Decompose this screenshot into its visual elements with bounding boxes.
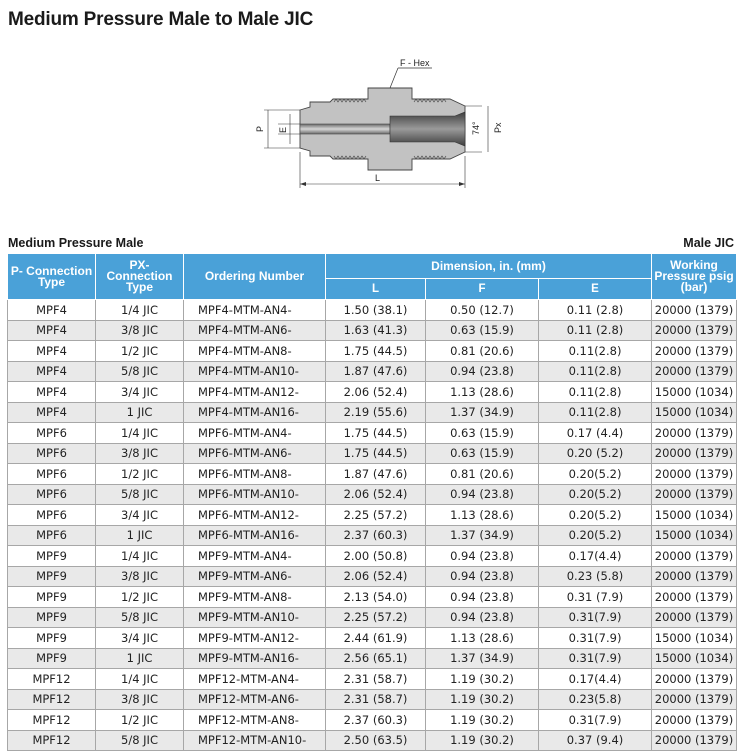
cell-dim-e: 0.31(7.9) <box>539 710 652 731</box>
cell-dim-l: 1.50 (38.1) <box>326 300 426 321</box>
cell-working-pressure: 20000 (1379) <box>652 587 737 608</box>
angle-label: 74° <box>471 121 481 135</box>
l-label: L <box>375 173 381 183</box>
cell-dim-e: 0.31(7.9) <box>539 628 652 649</box>
cell-px-connection: 1/2 JIC <box>96 710 184 731</box>
cell-dim-f: 0.94 (23.8) <box>426 566 539 587</box>
cell-px-connection: 5/8 JIC <box>96 730 184 751</box>
table-row <box>8 546 737 567</box>
cell-dim-f: 0.63 (15.9) <box>426 423 539 444</box>
spec-table-body <box>8 300 737 751</box>
cell-ordering-number: MPF9-MTM-AN4- <box>184 546 326 567</box>
cell-dim-l: 2.56 (65.1) <box>326 648 426 669</box>
table-row <box>8 648 737 669</box>
cell-dim-l: 1.87 (47.6) <box>326 361 426 382</box>
cell-dim-l: 2.19 (55.6) <box>326 402 426 423</box>
cell-p-connection: MPF4 <box>8 300 96 321</box>
cell-p-connection: MPF6 <box>8 484 96 505</box>
cell-working-pressure: 15000 (1034) <box>652 402 737 423</box>
cell-dim-f: 0.81 (20.6) <box>426 341 539 362</box>
cell-ordering-number: MPF6-MTM-AN16- <box>184 525 326 546</box>
e-label: E <box>278 126 288 133</box>
cell-px-connection: 5/8 JIC <box>96 607 184 628</box>
cell-ordering-number: MPF9-MTM-AN12- <box>184 628 326 649</box>
cell-dim-l: 1.63 (41.3) <box>326 320 426 341</box>
cell-working-pressure: 15000 (1034) <box>652 628 737 649</box>
cell-dim-f: 0.50 (12.7) <box>426 300 539 321</box>
cell-dim-f: 1.13 (28.6) <box>426 505 539 526</box>
cell-dim-l: 2.50 (63.5) <box>326 730 426 751</box>
cell-dim-e: 0.31(7.9) <box>539 607 652 628</box>
cell-dim-l: 2.37 (60.3) <box>326 710 426 731</box>
cell-p-connection: MPF6 <box>8 423 96 444</box>
table-row <box>8 587 737 608</box>
cell-working-pressure: 20000 (1379) <box>652 710 737 731</box>
hex-label: F - Hex <box>400 58 430 68</box>
cell-ordering-number: MPF9-MTM-AN6- <box>184 566 326 587</box>
cell-dim-f: 0.94 (23.8) <box>426 587 539 608</box>
cell-dim-l: 1.87 (47.6) <box>326 464 426 485</box>
cell-ordering-number: MPF9-MTM-AN10- <box>184 607 326 628</box>
cell-p-connection: MPF4 <box>8 320 96 341</box>
cell-dim-l: 2.13 (54.0) <box>326 587 426 608</box>
cell-working-pressure: 20000 (1379) <box>652 320 737 341</box>
cell-working-pressure: 15000 (1034) <box>652 648 737 669</box>
table-row <box>8 525 737 546</box>
cell-px-connection: 3/4 JIC <box>96 505 184 526</box>
cell-dim-e: 0.11 (2.8) <box>539 320 652 341</box>
cell-dim-l: 2.00 (50.8) <box>326 546 426 567</box>
small-bore <box>300 124 390 134</box>
cell-ordering-number: MPF9-MTM-AN8- <box>184 587 326 608</box>
table-row <box>8 443 737 464</box>
cell-px-connection: 3/4 JIC <box>96 628 184 649</box>
cell-dim-f: 1.37 (34.9) <box>426 648 539 669</box>
cell-working-pressure: 15000 (1034) <box>652 505 737 526</box>
cell-dim-l: 2.37 (60.3) <box>326 525 426 546</box>
cell-working-pressure: 20000 (1379) <box>652 341 737 362</box>
cell-dim-l: 2.06 (52.4) <box>326 382 426 403</box>
table-row <box>8 341 737 362</box>
header-dimension: Dimension, in. (mm) <box>326 254 652 279</box>
px-label: Px <box>493 122 503 133</box>
cell-dim-f: 0.94 (23.8) <box>426 484 539 505</box>
cell-dim-e: 0.17(4.4) <box>539 546 652 567</box>
cell-p-connection: MPF6 <box>8 525 96 546</box>
cell-dim-l: 2.25 (57.2) <box>326 505 426 526</box>
cell-dim-e: 0.17(4.4) <box>539 669 652 690</box>
cell-dim-f: 1.37 (34.9) <box>426 525 539 546</box>
cell-dim-e: 0.23(5.8) <box>539 689 652 710</box>
cell-px-connection: 1/2 JIC <box>96 587 184 608</box>
cell-p-connection: MPF9 <box>8 628 96 649</box>
cell-dim-f: 1.13 (28.6) <box>426 382 539 403</box>
cell-p-connection: MPF12 <box>8 710 96 731</box>
section-title-right: Male JIC <box>683 236 734 250</box>
cell-ordering-number: MPF12-MTM-AN6- <box>184 689 326 710</box>
cell-p-connection: MPF4 <box>8 402 96 423</box>
cell-working-pressure: 20000 (1379) <box>652 566 737 587</box>
cell-dim-e: 0.20(5.2) <box>539 484 652 505</box>
cell-ordering-number: MPF4-MTM-AN16- <box>184 402 326 423</box>
cell-p-connection: MPF6 <box>8 443 96 464</box>
cell-dim-l: 2.06 (52.4) <box>326 566 426 587</box>
p-label: P <box>255 125 265 132</box>
cell-dim-e: 0.20(5.2) <box>539 464 652 485</box>
cell-dim-f: 1.13 (28.6) <box>426 628 539 649</box>
cell-p-connection: MPF12 <box>8 669 96 690</box>
cell-ordering-number: MPF4-MTM-AN10- <box>184 361 326 382</box>
cell-p-connection: MPF9 <box>8 607 96 628</box>
cell-ordering-number: MPF6-MTM-AN10- <box>184 484 326 505</box>
cell-p-connection: MPF4 <box>8 341 96 362</box>
cell-ordering-number: MPF6-MTM-AN4- <box>184 423 326 444</box>
cell-dim-e: 0.31(7.9) <box>539 648 652 669</box>
header-ordering-number: Ordering Number <box>184 254 326 300</box>
cell-px-connection: 1/4 JIC <box>96 423 184 444</box>
table-row <box>8 402 737 423</box>
cell-dim-l: 1.75 (44.5) <box>326 423 426 444</box>
table-row <box>8 361 737 382</box>
spec-table <box>7 253 737 751</box>
cell-dim-f: 0.94 (23.8) <box>426 546 539 567</box>
header-px-connection: PX- Connection Type <box>96 254 184 300</box>
cell-dim-e: 0.11(2.8) <box>539 341 652 362</box>
cell-dim-f: 1.37 (34.9) <box>426 402 539 423</box>
cell-ordering-number: MPF6-MTM-AN6- <box>184 443 326 464</box>
cell-working-pressure: 20000 (1379) <box>652 423 737 444</box>
cell-px-connection: 3/8 JIC <box>96 320 184 341</box>
cell-ordering-number: MPF4-MTM-AN8- <box>184 341 326 362</box>
cell-dim-l: 2.44 (61.9) <box>326 628 426 649</box>
cell-dim-e: 0.31 (7.9) <box>539 587 652 608</box>
cell-px-connection: 3/8 JIC <box>96 443 184 464</box>
table-row <box>8 710 737 731</box>
cell-dim-f: 0.94 (23.8) <box>426 361 539 382</box>
cell-ordering-number: MPF6-MTM-AN12- <box>184 505 326 526</box>
cell-p-connection: MPF4 <box>8 382 96 403</box>
cell-ordering-number: MPF6-MTM-AN8- <box>184 464 326 485</box>
cell-dim-e: 0.11(2.8) <box>539 382 652 403</box>
cell-ordering-number: MPF4-MTM-AN4- <box>184 300 326 321</box>
cell-px-connection: 1 JIC <box>96 525 184 546</box>
cell-dim-l: 1.75 (44.5) <box>326 443 426 464</box>
cell-px-connection: 3/8 JIC <box>96 566 184 587</box>
cell-dim-e: 0.17 (4.4) <box>539 423 652 444</box>
header-e: E <box>539 279 652 300</box>
header-l: L <box>326 279 426 300</box>
cell-dim-e: 0.23 (5.8) <box>539 566 652 587</box>
cell-p-connection: MPF12 <box>8 730 96 751</box>
cell-ordering-number: MPF4-MTM-AN12- <box>184 382 326 403</box>
cell-px-connection: 5/8 JIC <box>96 484 184 505</box>
cell-dim-f: 0.94 (23.8) <box>426 607 539 628</box>
table-row <box>8 320 737 341</box>
cell-working-pressure: 20000 (1379) <box>652 669 737 690</box>
cell-working-pressure: 15000 (1034) <box>652 525 737 546</box>
cell-dim-e: 0.37 (9.4) <box>539 730 652 751</box>
cell-px-connection: 1/4 JIC <box>96 300 184 321</box>
cell-dim-e: 0.20(5.2) <box>539 505 652 526</box>
cell-px-connection: 1/2 JIC <box>96 464 184 485</box>
cell-p-connection: MPF9 <box>8 587 96 608</box>
cell-working-pressure: 20000 (1379) <box>652 361 737 382</box>
cell-working-pressure: 20000 (1379) <box>652 300 737 321</box>
cell-px-connection: 1 JIC <box>96 402 184 423</box>
table-row <box>8 566 737 587</box>
cell-dim-f: 1.19 (30.2) <box>426 730 539 751</box>
table-row <box>8 730 737 751</box>
cell-working-pressure: 20000 (1379) <box>652 443 737 464</box>
cell-dim-e: 0.11(2.8) <box>539 361 652 382</box>
table-row <box>8 484 737 505</box>
cell-px-connection: 5/8 JIC <box>96 361 184 382</box>
cell-dim-e: 0.20 (5.2) <box>539 443 652 464</box>
cell-working-pressure: 20000 (1379) <box>652 484 737 505</box>
large-bore <box>390 112 465 146</box>
cell-working-pressure: 20000 (1379) <box>652 607 737 628</box>
section-title-left: Medium Pressure Male <box>8 236 144 250</box>
cell-px-connection: 1 JIC <box>96 648 184 669</box>
table-row <box>8 689 737 710</box>
cell-p-connection: MPF4 <box>8 361 96 382</box>
header-f: F <box>426 279 539 300</box>
cell-ordering-number: MPF9-MTM-AN16- <box>184 648 326 669</box>
cell-px-connection: 3/8 JIC <box>96 689 184 710</box>
cell-dim-l: 2.31 (58.7) <box>326 689 426 710</box>
cell-dim-f: 0.63 (15.9) <box>426 320 539 341</box>
cell-working-pressure: 20000 (1379) <box>652 464 737 485</box>
cell-dim-f: 0.63 (15.9) <box>426 443 539 464</box>
table-row <box>8 300 737 321</box>
page-title: Medium Pressure Male to Male JIC <box>8 9 314 30</box>
cell-px-connection: 1/4 JIC <box>96 669 184 690</box>
cell-ordering-number: MPF12-MTM-AN8- <box>184 710 326 731</box>
cell-dim-l: 2.31 (58.7) <box>326 669 426 690</box>
cell-ordering-number: MPF4-MTM-AN6- <box>184 320 326 341</box>
table-row <box>8 505 737 526</box>
fitting-diagram <box>250 52 520 192</box>
cell-px-connection: 1/4 JIC <box>96 546 184 567</box>
cell-dim-l: 2.25 (57.2) <box>326 607 426 628</box>
table-row <box>8 628 737 649</box>
cell-px-connection: 1/2 JIC <box>96 341 184 362</box>
table-row <box>8 607 737 628</box>
header-p-connection: P- Connection Type <box>8 254 96 300</box>
cell-dim-e: 0.11 (2.8) <box>539 300 652 321</box>
cell-dim-f: 0.81 (20.6) <box>426 464 539 485</box>
cell-dim-e: 0.11(2.8) <box>539 402 652 423</box>
header-working-pressure: Working Pressure psig (bar) <box>652 254 737 300</box>
cell-dim-e: 0.20(5.2) <box>539 525 652 546</box>
cell-p-connection: MPF6 <box>8 464 96 485</box>
cell-p-connection: MPF9 <box>8 566 96 587</box>
cell-p-connection: MPF12 <box>8 689 96 710</box>
cell-dim-f: 1.19 (30.2) <box>426 710 539 731</box>
table-row <box>8 382 737 403</box>
table-row <box>8 464 737 485</box>
cell-dim-f: 1.19 (30.2) <box>426 669 539 690</box>
cell-ordering-number: MPF12-MTM-AN10- <box>184 730 326 751</box>
cell-ordering-number: MPF12-MTM-AN4- <box>184 669 326 690</box>
cell-p-connection: MPF9 <box>8 648 96 669</box>
cell-dim-l: 2.06 (52.4) <box>326 484 426 505</box>
cell-p-connection: MPF6 <box>8 505 96 526</box>
cell-p-connection: MPF9 <box>8 546 96 567</box>
cell-dim-f: 1.19 (30.2) <box>426 689 539 710</box>
cell-working-pressure: 20000 (1379) <box>652 730 737 751</box>
cell-working-pressure: 20000 (1379) <box>652 546 737 567</box>
cell-working-pressure: 20000 (1379) <box>652 689 737 710</box>
table-row <box>8 669 737 690</box>
cell-dim-l: 1.75 (44.5) <box>326 341 426 362</box>
cell-px-connection: 3/4 JIC <box>96 382 184 403</box>
cell-working-pressure: 15000 (1034) <box>652 382 737 403</box>
table-row <box>8 423 737 444</box>
